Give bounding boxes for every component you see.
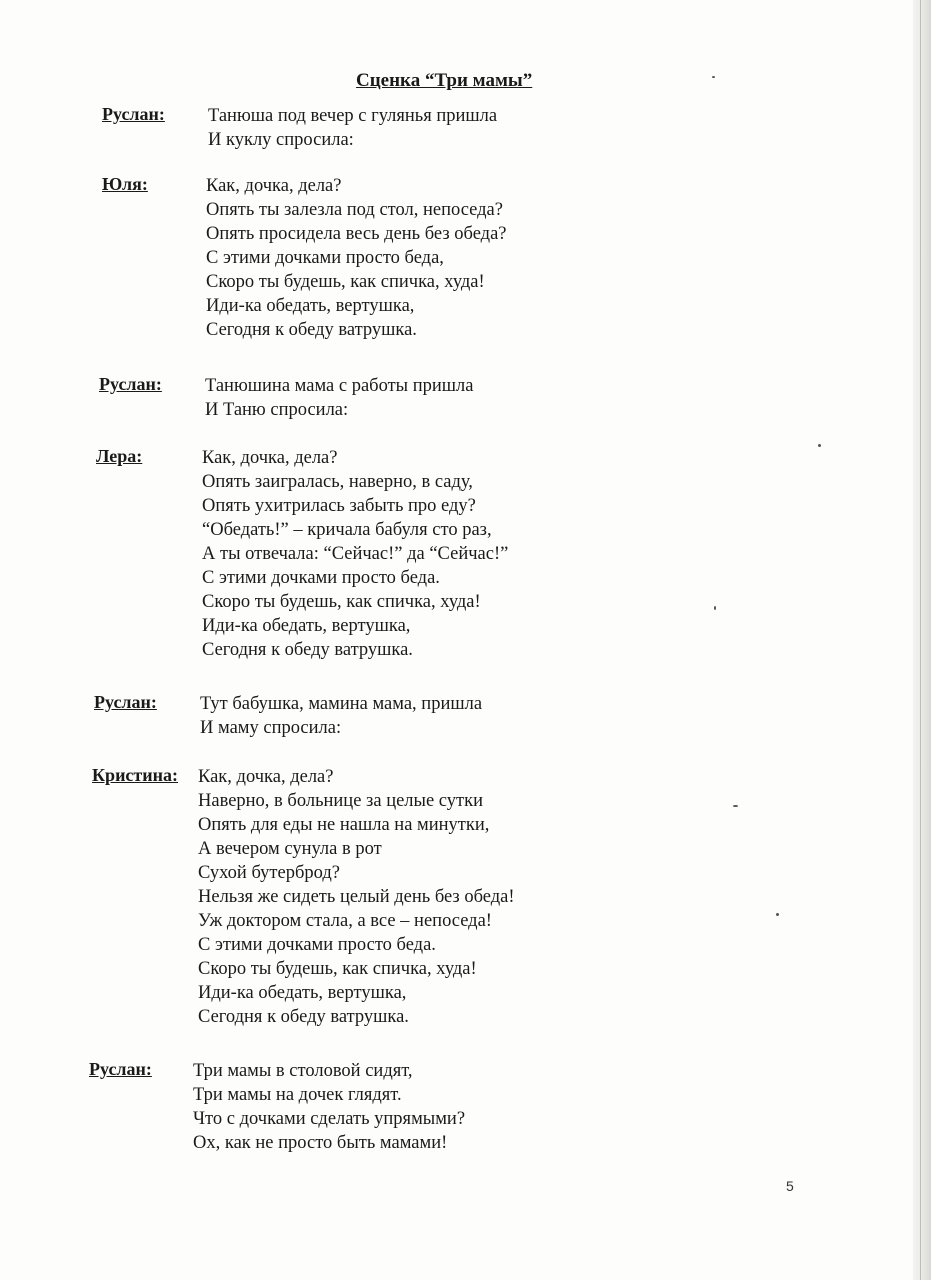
dialogue-line: Как, дочка, дела? [202,448,338,468]
dialogue-lines [198,765,515,1029]
dialogue-line: И Таню спросила: [205,400,349,420]
dialogue-line: Тут бабушка, мамина мама, пришла [200,694,483,714]
dialogue-line: Опять ты залезла под стол, непоседа? [206,200,503,220]
dialogue-line: Опять заигралась, наверно, в саду, [202,472,473,492]
dialogue-lines [205,374,473,422]
dialogue-line: Опять ухитрилась забыть про еду? [202,496,476,516]
dialogue-line: Иди-ка обедать, вертушка, [206,296,415,316]
dialogue-lines [200,692,482,740]
dialogue-lines [208,104,497,152]
dialogue-line: Ох, как не просто быть мамами! [193,1133,448,1153]
speaker-label: Лера: [96,446,143,466]
dialogue-line: Опять просидела весь день без обеда? [206,224,507,244]
dialogue-line: Сухой бутерброд? [198,863,340,883]
dialogue-lines [193,1059,465,1155]
speaker-label: Руслан: [99,374,162,394]
dialogue-line: И маму спросила: [200,718,342,738]
dialogue-line: Уж доктором стала, а все – непоседа! [198,911,492,931]
dialogue-line: Танюшина мама с работы пришла [205,376,474,396]
scan-speck [714,606,716,610]
dialogue-line: Танюша под вечер с гулянья пришла [208,106,498,126]
dialogue-line: Сегодня к обеду ватрушка. [202,640,413,660]
dialogue-line: И куклу спросила: [208,130,354,150]
dialogue-lines [206,174,507,342]
dialogue-line: С этими дочками просто беда. [202,568,440,588]
speaker-label: Руслан: [89,1059,152,1079]
dialogue-line: Иди-ка обедать, вертушка, [198,983,407,1003]
dialogue-line: Скоро ты будешь, как спичка, худа! [198,959,477,979]
dialogue-line: Три мамы в столовой сидят, [193,1061,413,1081]
dialogue-line: Сегодня к обеду ватрушка. [206,320,417,340]
speaker-label: Руслан: [102,104,165,124]
dialogue-line: Как, дочка, дела? [206,176,342,196]
dialogue-line: Опять для еды не нашла на минутки, [198,815,490,835]
scan-speck [818,444,821,447]
dialogue-line: Три мамы на дочек глядят. [193,1085,402,1105]
page-edge-line [920,0,921,1280]
scan-speck [733,805,738,807]
dialogue-line: С этими дочками просто беда. [198,935,436,955]
page-number: 5 [786,1178,794,1194]
page-edge [913,0,931,1280]
dialogue-line: Как, дочка, дела? [198,767,334,787]
dialogue-line: Иди-ка обедать, вертушка, [202,616,411,636]
scan-speck [776,913,779,916]
dialogue-lines [202,446,508,662]
dialogue-line: Скоро ты будешь, как спичка, худа! [202,592,481,612]
speaker-label: Юля: [102,174,148,194]
speaker-label: Руслан: [94,692,157,712]
dialogue-line: С этими дочками просто беда, [206,248,444,268]
dialogue-line: А вечером сунула в рот [198,839,382,859]
dialogue-line: Наверно, в больнице за целые сутки [198,791,483,811]
dialogue-line: А ты отвечала: “Сейчас!” да “Сейчас!” [202,544,509,564]
dialogue-line: Что с дочками сделать упрямыми? [193,1109,466,1129]
dialogue-line: Сегодня к обеду ватрушка. [198,1007,409,1027]
scan-speck [712,76,715,78]
dialogue-line: Скоро ты будешь, как спичка, худа! [206,272,485,292]
document-title: Сценка “Три мамы” [356,70,533,91]
dialogue-line: Нельзя же сидеть целый день без обеда! [198,887,515,907]
speaker-label: Кристина: [92,765,179,785]
dialogue-line: “Обедать!” – кричала бабуля сто раз, [202,520,492,540]
